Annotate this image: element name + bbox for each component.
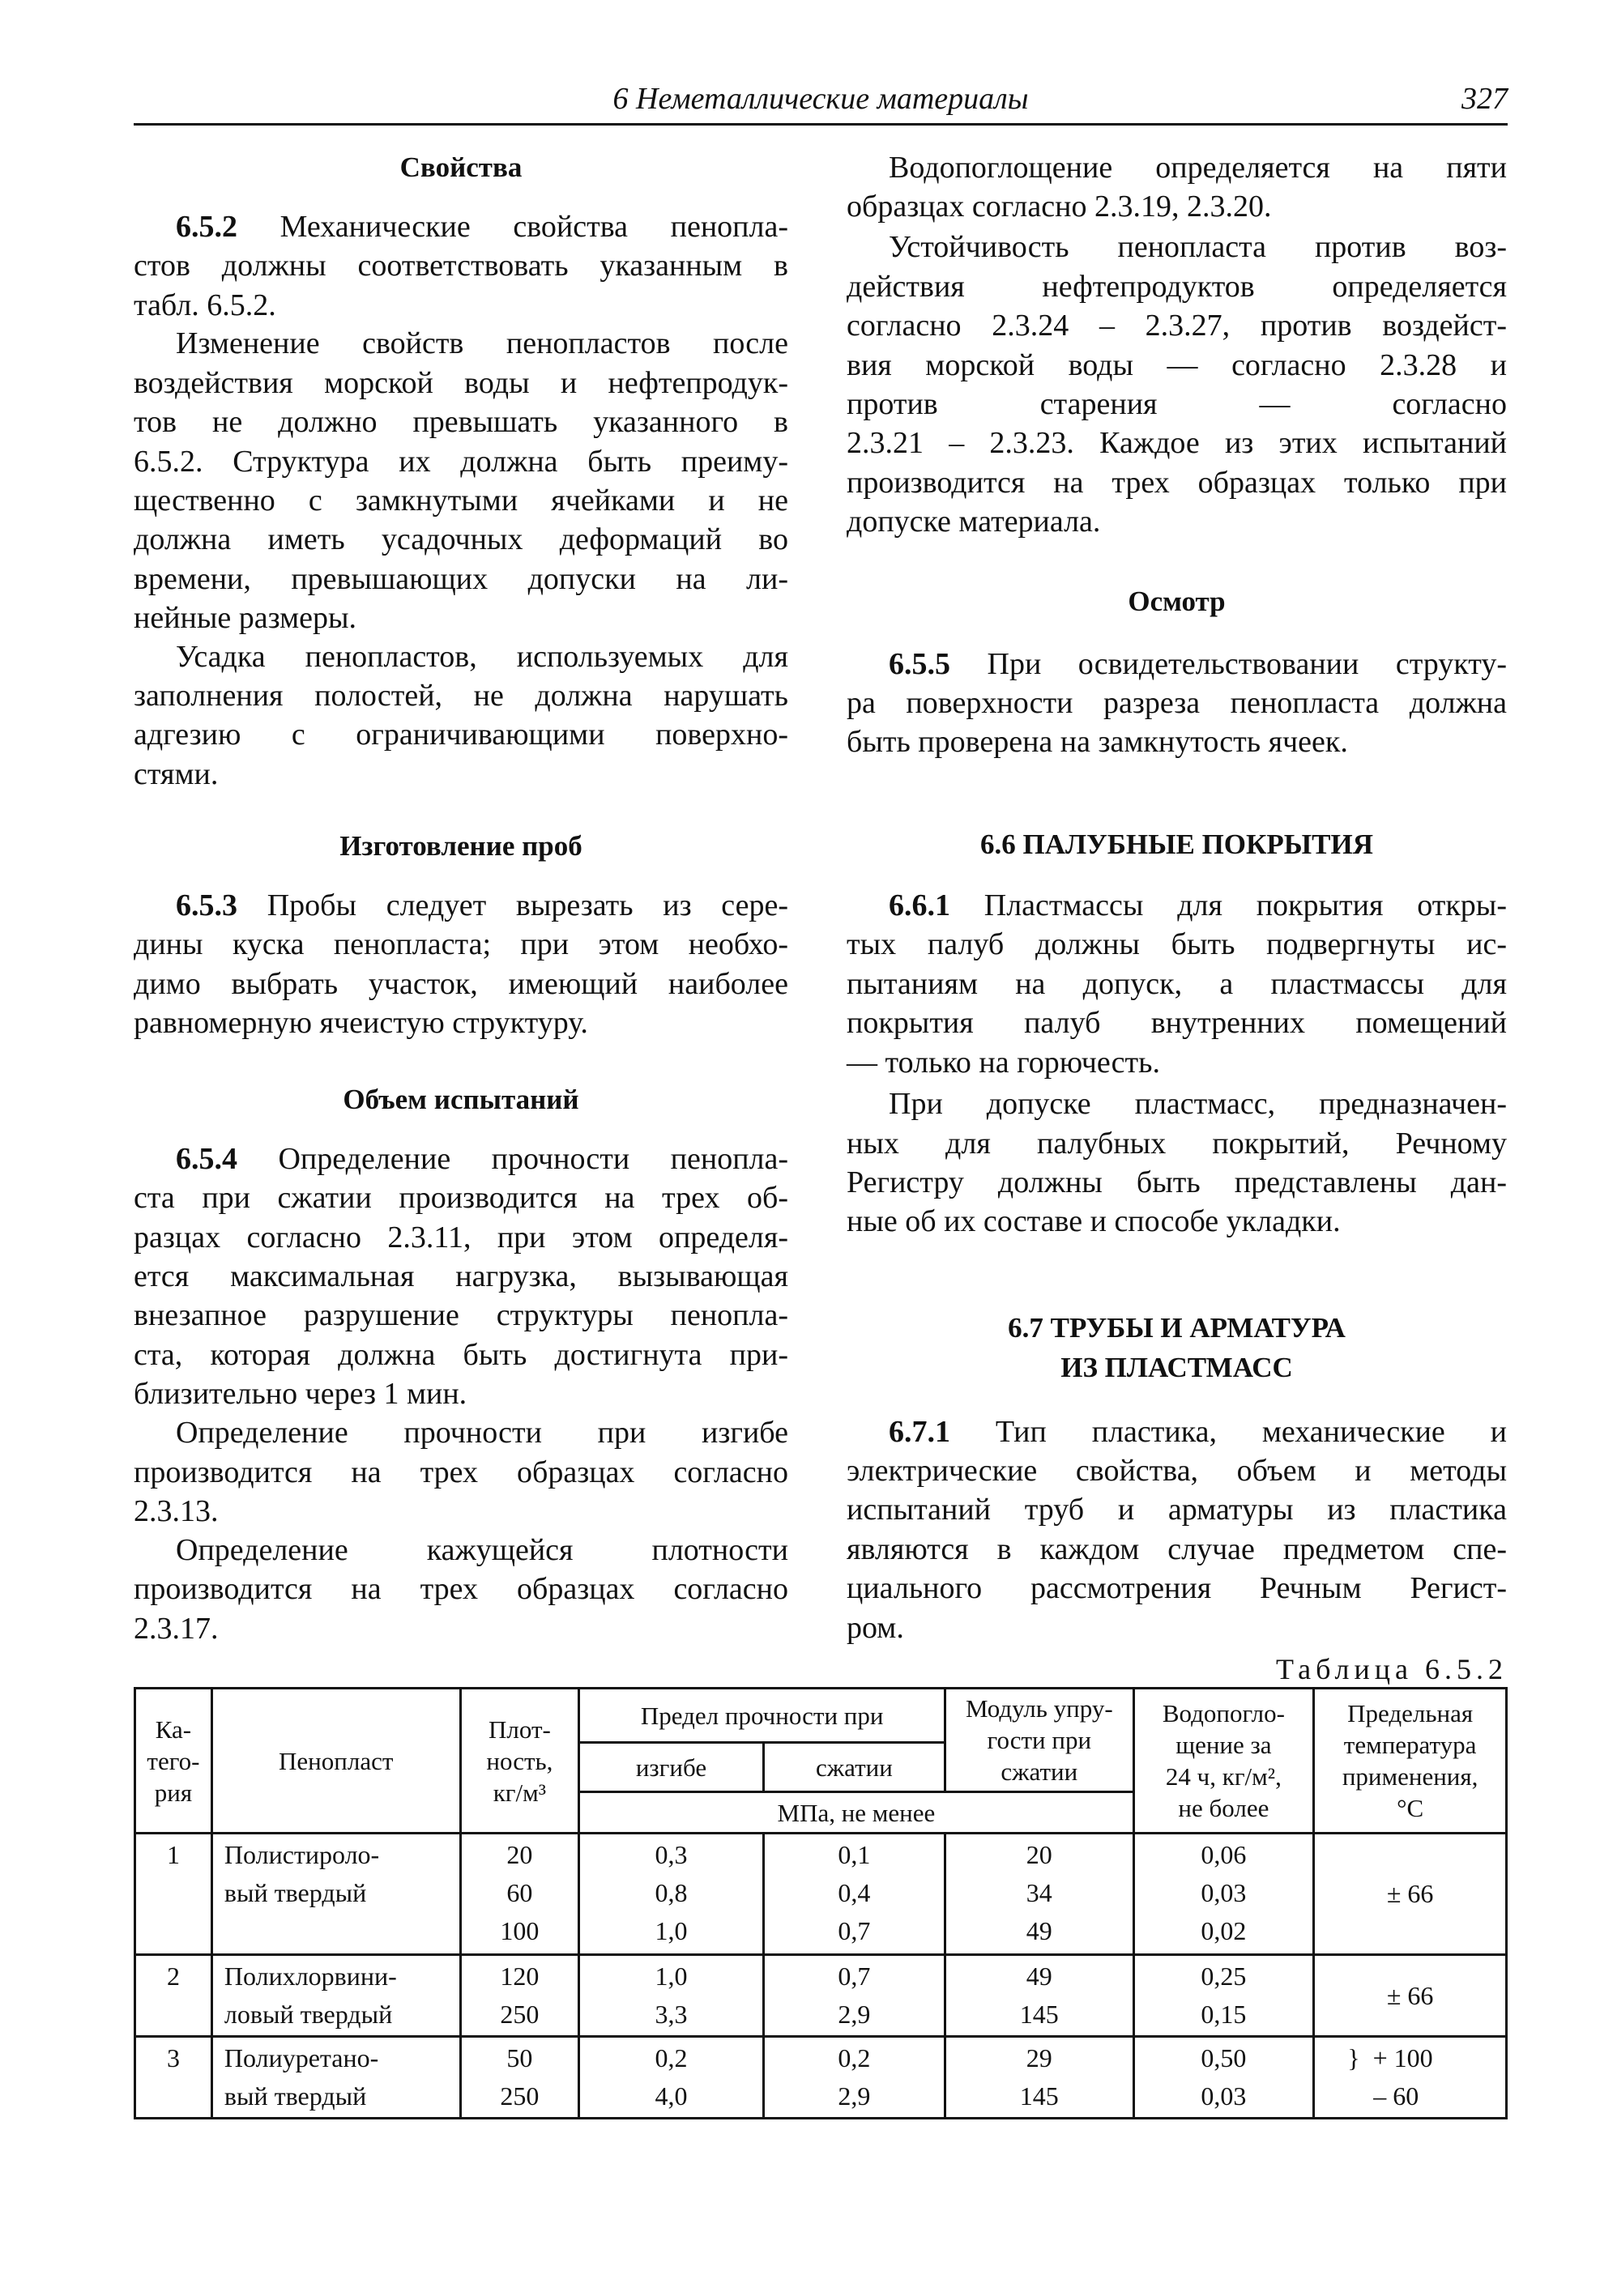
line-text: электрические свойства, объем и методы	[847, 1454, 1507, 1489]
line-text: дины куска пенопласта; при этом необхо-	[134, 927, 788, 962]
line-text: тов не должно превышать указанного в	[134, 405, 788, 440]
text-line	[134, 1335, 788, 1374]
section-heading: Объем испытаний	[343, 1083, 579, 1115]
text-line	[134, 715, 788, 754]
text-line	[134, 1178, 788, 1217]
line-text: Изменение свойств пенопластов после	[176, 326, 788, 361]
line-text: разцах согласно 2.3.11, при этом определя-	[134, 1220, 788, 1254]
text-line	[134, 286, 788, 325]
text-line	[847, 645, 1507, 684]
clause-number: 6.7.1	[889, 1414, 950, 1449]
line-text: ных для палубных покрытий, Речному	[847, 1126, 1507, 1161]
cell-foam: Полихлорвини- ловый твердый	[211, 1955, 460, 2037]
cell-category: 2	[135, 1955, 212, 2037]
text-line	[847, 1084, 1507, 1123]
cell-bending: 0,2 4,0	[579, 2037, 763, 2119]
line-text: Усадка пенопластов, используемых для	[176, 639, 788, 674]
cell-foam: Полиуретано- вый твердый	[211, 2037, 460, 2119]
text-line	[847, 385, 1507, 424]
line-text: Водопоглощение определяется на пяти	[889, 150, 1507, 185]
text-line	[134, 1003, 788, 1042]
table-row	[135, 2037, 1507, 2119]
text-line	[847, 886, 1507, 925]
line-text: Регистру должны быть представлены дан-	[847, 1165, 1507, 1199]
text-line	[134, 403, 788, 441]
cell-bending: 1,0 3,3	[579, 1955, 763, 2037]
line-text: стов должны соответствовать указанным в	[134, 249, 788, 283]
text-line	[847, 187, 1507, 226]
cell-modulus: 29 145	[945, 2037, 1133, 2119]
paragraph	[134, 324, 788, 637]
cell-foam: Полистироло- вый твердый	[211, 1834, 460, 1955]
text-line	[847, 228, 1507, 266]
line-text: Тип пластика, механические и	[995, 1414, 1508, 1449]
text-line	[134, 598, 788, 637]
text-line	[847, 1163, 1507, 1202]
line-text: ром.	[847, 1610, 904, 1645]
line-text: Пробы следует вырезать из сере-	[267, 888, 788, 922]
line-text: адгезию с ограничивающими поверхно-	[134, 718, 788, 752]
text-line	[134, 755, 788, 794]
clause-number: 6.5.3	[176, 888, 237, 922]
text-line	[847, 267, 1507, 306]
line-text: 2.3.13.	[134, 1494, 219, 1529]
line-text: ные об их составе и способе укладки.	[847, 1204, 1341, 1239]
header-strength: Предел прочности при	[579, 1689, 945, 1743]
text-line	[847, 1124, 1507, 1163]
line-text: против старения — согласно	[847, 387, 1507, 422]
section-heading: 6.6 ПАЛУБНЫЕ ПОКРЫТИЯ	[979, 828, 1373, 860]
line-text: покрытия палуб внутренних помещений	[847, 1006, 1507, 1041]
text-line	[847, 684, 1507, 722]
table-row	[135, 1955, 1507, 2037]
text-line	[134, 364, 788, 403]
section-heading: ИЗ ПЛАСТМАСС	[1060, 1351, 1293, 1383]
line-text: При освидетельствовании структу-	[987, 646, 1507, 681]
text-line	[847, 1451, 1507, 1490]
line-text: действия нефтепродуктов определяется	[847, 269, 1507, 304]
clause-number: 6.5.2	[176, 209, 237, 244]
paragraph	[847, 148, 1507, 227]
line-text: Определение прочности пенопла-	[278, 1141, 789, 1176]
section-heading: Осмотр	[1128, 585, 1226, 617]
cell-modulus: 20 34 49	[945, 1834, 1133, 1955]
line-text: заполнения полостей, не должна нарушать	[134, 678, 788, 713]
running-title: 6 Неметаллические материалы	[612, 82, 1029, 116]
line-text: — только на горючесть.	[847, 1045, 1160, 1080]
cell-compression: 0,1 0,4 0,7	[763, 1834, 945, 1955]
line-text: Определение кажущейся плотности	[176, 1533, 788, 1568]
line-text: производится на трех образцах согласно	[134, 1455, 788, 1489]
text-line	[847, 925, 1507, 964]
text-line	[134, 442, 788, 481]
paragraph	[134, 637, 788, 794]
text-line	[847, 722, 1507, 761]
text-line	[134, 324, 788, 363]
text-line	[134, 207, 788, 246]
properties-table	[134, 1687, 1508, 2119]
line-text: Механические свойства пенопла-	[279, 209, 788, 244]
line-text: нейные размеры.	[134, 601, 357, 636]
header-temp: Предельная температура применения, °С	[1314, 1689, 1507, 1834]
cell-density: 120 250	[460, 1955, 579, 2037]
cell-category: 1	[135, 1834, 212, 1955]
line-text: тых палуб должны быть подвергнуты ис-	[847, 927, 1507, 962]
text-line	[134, 1531, 788, 1570]
line-text: стями.	[134, 756, 219, 791]
line-text: испытаний труб и арматуры из пластика	[847, 1493, 1507, 1527]
cell-category: 3	[135, 2037, 212, 2119]
line-text: щественно с замкнутыми ячейками и не	[134, 483, 788, 518]
text-line	[134, 1492, 788, 1531]
text-line	[134, 965, 788, 1003]
text-line	[847, 1412, 1507, 1451]
paragraph	[134, 886, 788, 1043]
line-text: 2.3.21 – 2.3.23. Каждое из этих испытаний	[847, 426, 1507, 461]
line-text: ста при сжатии производится на трех об-	[134, 1181, 788, 1216]
table-row	[135, 1834, 1507, 1955]
text-line	[134, 481, 788, 520]
line-text: Пластмассы для покрытия откры-	[983, 888, 1507, 922]
paragraph	[847, 886, 1507, 1082]
header-bending: изгибе	[579, 1743, 763, 1792]
header-water: Водопогло- щение за 24 ч, кг/м², не более	[1133, 1689, 1314, 1834]
line-text: согласно 2.3.24 – 2.3.27, против воздейст-	[847, 309, 1507, 343]
clause-number: 6.6.1	[889, 888, 950, 922]
paragraph	[134, 1139, 788, 1414]
text-line	[134, 1413, 788, 1452]
text-line	[847, 1043, 1507, 1082]
cell-bending: 0,3 0,8 1,0	[579, 1834, 763, 1955]
text-line	[134, 1570, 788, 1608]
cell-compression: 0,7 2,9	[763, 1955, 945, 2037]
cell-modulus: 49 145	[945, 1955, 1133, 2037]
line-text: ется максимальная нагрузка, вызывающая	[134, 1259, 788, 1294]
line-text: пытаниям на допуск, а пластмассы для	[847, 966, 1507, 1001]
line-text: времени, превышающих допуски на ли-	[134, 561, 788, 596]
text-line	[134, 925, 788, 964]
line-text: производится на трех образцах только при	[847, 465, 1507, 500]
text-line	[134, 1374, 788, 1413]
cell-temp: } + 100 – 60	[1314, 2037, 1507, 2119]
cell-water: 0,25 0,15	[1133, 1955, 1314, 2037]
text-line	[847, 148, 1507, 187]
clause-number: 6.5.4	[176, 1141, 237, 1176]
header-modulus: Модуль упру- гости при сжатии	[945, 1689, 1133, 1792]
line-text: 2.3.17.	[134, 1611, 219, 1646]
header-rule	[134, 123, 1508, 126]
line-text: табл. 6.5.2.	[134, 288, 276, 322]
header-foam: Пенопласт	[211, 1689, 460, 1834]
text-line	[847, 502, 1507, 541]
text-line	[134, 1609, 788, 1648]
text-line	[134, 520, 788, 559]
text-line	[847, 424, 1507, 462]
cell-density: 50 250	[460, 2037, 579, 2119]
table-caption: Таблица 6.5.2	[1276, 1653, 1508, 1685]
text-line	[847, 463, 1507, 502]
line-text: равномерную ячеистую структуру.	[134, 1006, 588, 1041]
text-line	[847, 1490, 1507, 1529]
paragraph	[847, 645, 1507, 762]
section-heading: Изготовление проб	[339, 829, 582, 862]
text-line	[847, 1003, 1507, 1042]
paragraph	[134, 207, 788, 325]
line-text: должна иметь усадочных деформаций во	[134, 522, 788, 557]
line-text: циального рассмотрения Речным Регист-	[847, 1571, 1507, 1606]
cell-compression: 0,2 2,9	[763, 2037, 945, 2119]
cell-temp: ± 66	[1314, 1955, 1507, 2037]
header-category: Ка- тего- рия	[135, 1689, 212, 1834]
line-text: вия морской воды — согласно 2.3.28 и	[847, 347, 1507, 382]
line-text: быть проверена на замкнутость ячеек.	[847, 725, 1348, 760]
paragraph	[847, 1084, 1507, 1242]
paragraph	[134, 1531, 788, 1648]
paragraph	[847, 228, 1507, 541]
line-text: Устойчивость пенопласта против воз-	[889, 230, 1507, 265]
paragraph	[847, 1412, 1507, 1647]
line-text: Определение прочности при изгибе	[176, 1416, 788, 1450]
header-density: Плот- ность, кг/м³	[460, 1689, 579, 1834]
page-number: 327	[1461, 82, 1508, 116]
line-text: ра поверхности разреза пенопласта должна	[847, 686, 1507, 721]
text-line	[847, 965, 1507, 1003]
text-line	[134, 560, 788, 598]
line-text: образцах согласно 2.3.19, 2.3.20.	[847, 190, 1272, 224]
text-line	[847, 346, 1507, 385]
text-line	[134, 1257, 788, 1296]
text-line	[134, 1218, 788, 1257]
text-line	[134, 246, 788, 285]
line-text: производится на трех образцах согласно	[134, 1572, 788, 1607]
text-line	[134, 1139, 788, 1178]
line-text: допуске материала.	[847, 505, 1101, 539]
text-line	[847, 1530, 1507, 1569]
header-units: МПа, не менее	[579, 1792, 1133, 1834]
cell-temp: ± 66	[1314, 1834, 1507, 1955]
line-text: димо выбрать участок, имеющий наиболее	[134, 966, 788, 1001]
line-text: При допуске пластмасс, предназначен-	[889, 1087, 1507, 1122]
line-text: ста, которая должна быть достигнута при-	[134, 1337, 788, 1372]
paragraph	[134, 1413, 788, 1531]
section-heading: 6.7 ТРУБЫ И АРМАТУРА	[1008, 1311, 1346, 1344]
text-line	[134, 886, 788, 925]
text-line	[134, 637, 788, 676]
header-compression: сжатии	[763, 1743, 945, 1792]
cell-density: 20 60 100	[460, 1834, 579, 1955]
text-line	[847, 1569, 1507, 1608]
line-text: 6.5.2. Структура их должна быть преиму-	[134, 444, 788, 479]
clause-number: 6.5.5	[889, 646, 950, 681]
text-line	[134, 676, 788, 715]
text-line	[847, 1608, 1507, 1647]
text-line	[847, 1202, 1507, 1241]
section-heading: Свойства	[399, 151, 523, 183]
cell-water: 0,06 0,03 0,02	[1133, 1834, 1314, 1955]
text-line	[847, 306, 1507, 345]
line-text: являются в каждом случае предметом спе-	[847, 1531, 1507, 1566]
cell-water: 0,50 0,03	[1133, 2037, 1314, 2119]
text-line	[134, 1453, 788, 1492]
line-text: близительно через 1 мин.	[134, 1377, 467, 1412]
line-text: внезапное разрушение структуры пенопла-	[134, 1298, 788, 1333]
line-text: воздействия морской воды и нефтепродук-	[134, 365, 788, 400]
text-line	[134, 1296, 788, 1335]
